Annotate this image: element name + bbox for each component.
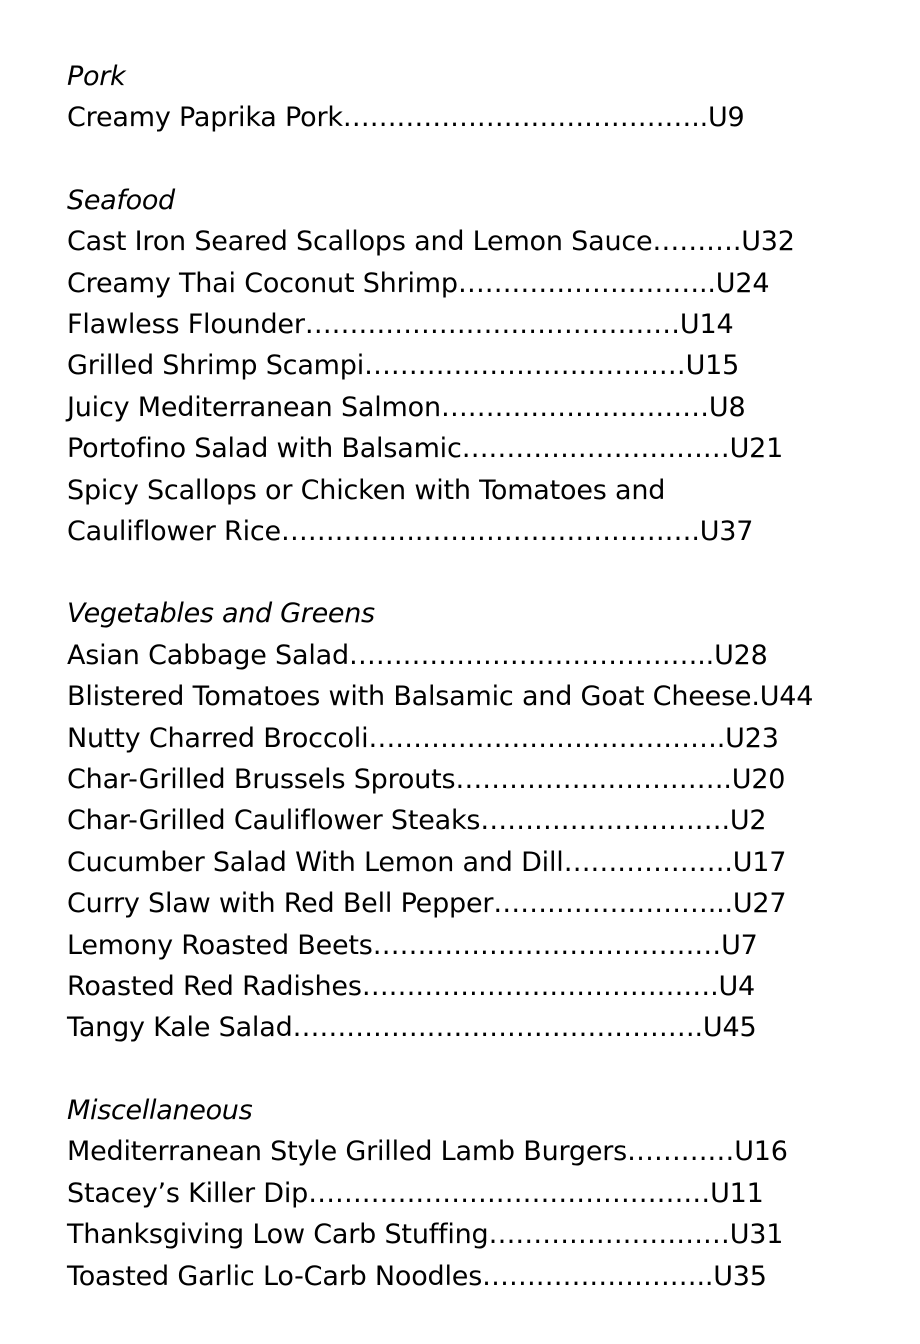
recipe-entry: Char-Grilled Brussels Sprouts………………………….U20 (67, 764, 786, 796)
recipe-entry: Cucumber Salad With Lemon and Dill……………….U17 (67, 846, 787, 878)
recipe-entry: Roasted Red Radishes………………………………….U4 (67, 971, 756, 1003)
recipe-entry: Mediterranean Style Grilled Lamb Burgers…………U16 (67, 1136, 788, 1168)
section-title: Seafood (67, 184, 175, 216)
recipe-entry: Tangy Kale Salad……………………………………….U45 (67, 1012, 757, 1044)
section-seafood (67, 180, 867, 553)
recipe-entry: Portofino Salad with Balsamic…………………………U21 (67, 433, 784, 465)
recipe-entry: Blistered Tomatoes with Balsamic and Goat Cheese.U44 (67, 681, 814, 713)
recipe-index-page (67, 56, 867, 1297)
section-miscellaneous (67, 1090, 867, 1297)
section-title: Pork (67, 61, 126, 92)
section-title: Vegetables and Greens (67, 598, 375, 630)
recipe-entry: Grilled Shrimp Scampi………………………………U15 (67, 350, 740, 382)
recipe-entry: Cast Iron Seared Scallops and Lemon Sauce……….U32 (67, 226, 795, 258)
recipe-entry: Stacey’s Killer Dip………………………………………U11 (67, 1177, 764, 1209)
recipe-entry: Flawless Flounder……………………………………U14 (67, 309, 734, 340)
recipe-entry: Juicy Mediterranean Salmon…………………………U8 (67, 391, 746, 423)
recipe-entry: Toasted Garlic Lo-Carb Noodles……………………..U35 (67, 1260, 767, 1292)
section-vegetables-and-greens (67, 593, 867, 1048)
recipe-entry: Curry Slaw with Red Bell Pepper……………………...U27 (67, 888, 787, 920)
recipe-entry: Creamy Paprika Pork…………………………………..U9 (67, 102, 745, 134)
recipe-entry: Creamy Thai Coconut Shrimp………………………..U24 (67, 267, 770, 299)
recipe-entry: Thanksgiving Low Carb Stuffing………………………U31 (67, 1219, 784, 1251)
section-pork (67, 56, 867, 139)
recipe-entry: Asian Cabbage Salad…………………………………..U28 (67, 639, 768, 671)
section-title: Miscellaneous (67, 1094, 253, 1126)
recipe-entry: Lemony Roasted Beets…………………………………U7 (67, 929, 758, 961)
recipe-entry: Spicy Scallops or Chicken with Tomatoes and Cauliflower Rice…………….………………………….U37 (67, 474, 754, 548)
recipe-entry: Nutty Charred Broccoli………………………………….U23 (67, 722, 779, 754)
recipe-entry: Char-Grilled Cauliflower Steaks……………………….U2 (67, 805, 767, 837)
